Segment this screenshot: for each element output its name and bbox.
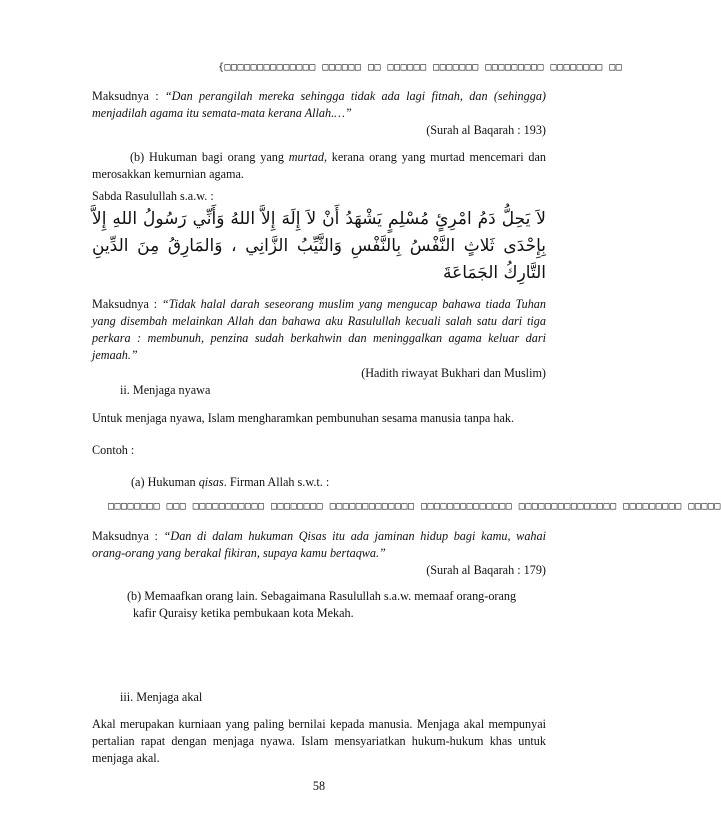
- quote-reference-2: (Surah al Baqarah : 179): [426, 563, 546, 577]
- sabda-line: Sabda Rasulullah s.a.w. :: [92, 189, 214, 203]
- murtad-term: murtad: [288, 150, 324, 164]
- point-text-cont: , kerana orang yang murtad mencemari dan merosakkan kemurnian agama.: [92, 150, 547, 181]
- point-b-murtad: [92, 149, 546, 183]
- translation-quote-2: [92, 528, 546, 562]
- maksudnya-label: Maksudnya :: [92, 529, 164, 543]
- maksudnya-label: Maksudnya :: [92, 89, 165, 103]
- maksudnya-label: Maksudnya :: [92, 297, 162, 311]
- quote-text: “Dan perangilah mereka sehingga tidak ada lagi fitnah, dan (sehingga) menjadilah agama itu semata-mata kerana Allah.…”: [92, 89, 546, 120]
- quote-reference-1: (Surah al Baqarah : 193): [426, 123, 546, 137]
- nyawa-paragraph: Untuk menjaga nyawa, Islam mengharamkan pembunuhan sesama manusia tanpa hak.: [92, 411, 515, 425]
- hadith-reference: (Hadith riwayat Bukhari dan Muslim): [361, 366, 546, 380]
- translation-hadith: [92, 296, 546, 364]
- quote-text: “Dan di dalam hukuman Qisas itu ada jaminan hidup bagi kamu, wahai orang-orang yang berakal fikiran, supaya kamu bertaqwa.”: [92, 529, 546, 560]
- page-number: 58: [312, 779, 326, 793]
- point-b-maaf-line1: (b) Memaafkan orang lain. Sebagaimana Rasulullah s.a.w. memaaf orang-orang: [127, 589, 517, 603]
- verse-glyphs-qisas: □□□□□□□□ □□□ □□□□□□□□□□□ □□□□□□□□ □□□□□□□□□□□□□ □□□□□□□□□□□□□□ □□□□□□□□□□□□□□□ □□□□□□□□□ □□□□□: [108, 501, 721, 512]
- point-a-qisas: [131, 474, 551, 491]
- akal-paragraph: Akal merupakan kurniaan yang paling bernilai kepada manusia. Menjaga akal mempunyai pertalian rapat dengan menjaga nyawa. Islam mensyariatkan hukum-hukum khas untuk menjaga akal.: [92, 717, 546, 765]
- hadith-arabic-text: لاَ يَحِلُّ دَمُ امْرِئٍ مُسْلِمٍ يَشْهَدُ أَنْ لاَ إِلَهَ إِلاَّ اللهُ وَأَنِّي رَسُولُ اللهِ إِلاَّ بِإِحْدَى ثَلاثٍ النَّفْسُ بِالنَّفْسِ وَالثَّيِّبُ الزَّانِي ، وَالمَارِقُ مِنَ الدِّينِ التَّارِكُ الجَمَاعَةَ: [92, 209, 546, 283]
- point-text: (b) Hukuman bagi orang yang: [130, 150, 289, 164]
- contoh-label: Contoh :: [92, 443, 135, 457]
- section-ii-heading: ii. Menjaga nyawa: [120, 383, 211, 397]
- hadith-translation: “Tidak halal darah seseorang muslim yang mengucap bahawa tiada Tuhan yang disembah melainkan Allah dan bahawa aku Rasulullah kecuali salah satu dari tiga perkara : membunuh, penzina sudah berkahwin dan meninggalkan agama keluar dari jemaah.”: [92, 297, 546, 362]
- translation-quote-1: [92, 88, 546, 122]
- verse-glyphs-top: {□□□□□□□□□□□□□□ □□□□□□ □□ □□□□□□ □□□□□□□ □□□□□□□□□ □□□□□□□□ □□: [218, 62, 623, 73]
- qisas-term: qisas: [198, 475, 224, 489]
- point-text: (a) Hukuman: [131, 475, 199, 489]
- point-b-maaf-line2: kafir Quraisy ketika pembukaan kota Mekah.: [133, 606, 354, 620]
- point-text-cont: . Firman Allah s.w.t. :: [223, 475, 330, 489]
- section-iii-heading: iii. Menjaga akal: [120, 690, 203, 704]
